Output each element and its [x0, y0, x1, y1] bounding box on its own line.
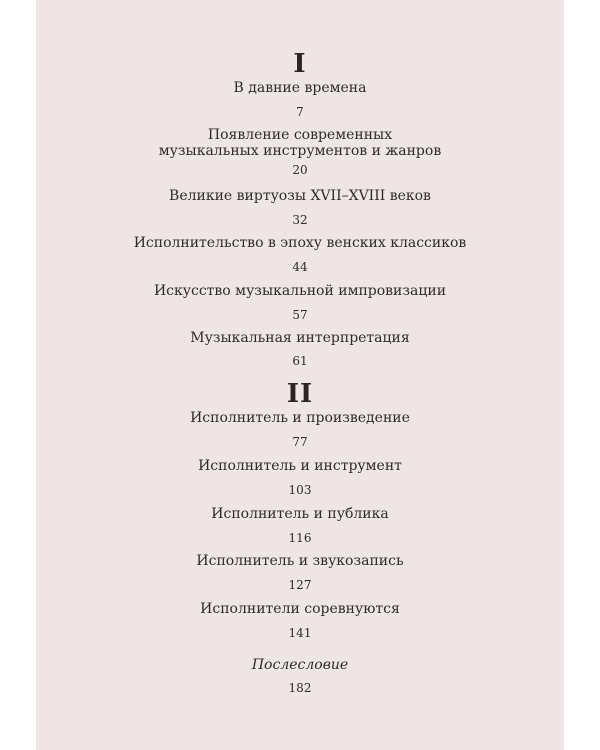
toc-entry-page: 57: [292, 308, 308, 322]
toc-entry-page: 20: [292, 163, 308, 177]
toc-entry-title: Исполнительство в эпоху венских классиков: [133, 235, 467, 251]
toc-entry-title: В давние времена: [233, 80, 367, 96]
part-heading-2: II: [286, 379, 314, 409]
toc-entry-title: Исполнитель и инструмент: [198, 458, 402, 474]
toc-afterword-title: Послесловие: [251, 657, 349, 673]
toc-entry-title: Музыкальная интерпретация: [190, 330, 410, 346]
part-heading-1: I: [293, 49, 307, 79]
toc-entry-title: Искусство музыкальной импровизации: [153, 283, 447, 299]
toc-entry-page: 141: [288, 626, 312, 640]
toc-entry-page: 77: [292, 435, 308, 449]
toc-entry-title: Исполнитель и звукозапись: [196, 553, 404, 569]
toc-entry-title: Исполнитель и публика: [211, 506, 389, 522]
toc-entry-page: 61: [292, 354, 308, 368]
toc-entry-page: 44: [292, 260, 308, 274]
toc-entry-page: 127: [288, 578, 312, 592]
toc-entry-title: Появление современных музыкальных инструментов и жанров: [158, 127, 442, 159]
toc-entry-title: Великие виртуозы XVII–XVIII веков: [169, 188, 431, 204]
toc-entry-title: Исполнители соревнуются: [200, 601, 400, 617]
toc-entry-page: 103: [288, 483, 312, 497]
toc-afterword-page: 182: [288, 681, 312, 695]
toc-entry-page: 7: [296, 105, 304, 119]
book-page: [36, 0, 564, 750]
toc-entry-title: Исполнитель и произведение: [190, 410, 410, 426]
toc-entry-page: 116: [288, 531, 312, 545]
toc-entry-page: 32: [292, 213, 308, 227]
